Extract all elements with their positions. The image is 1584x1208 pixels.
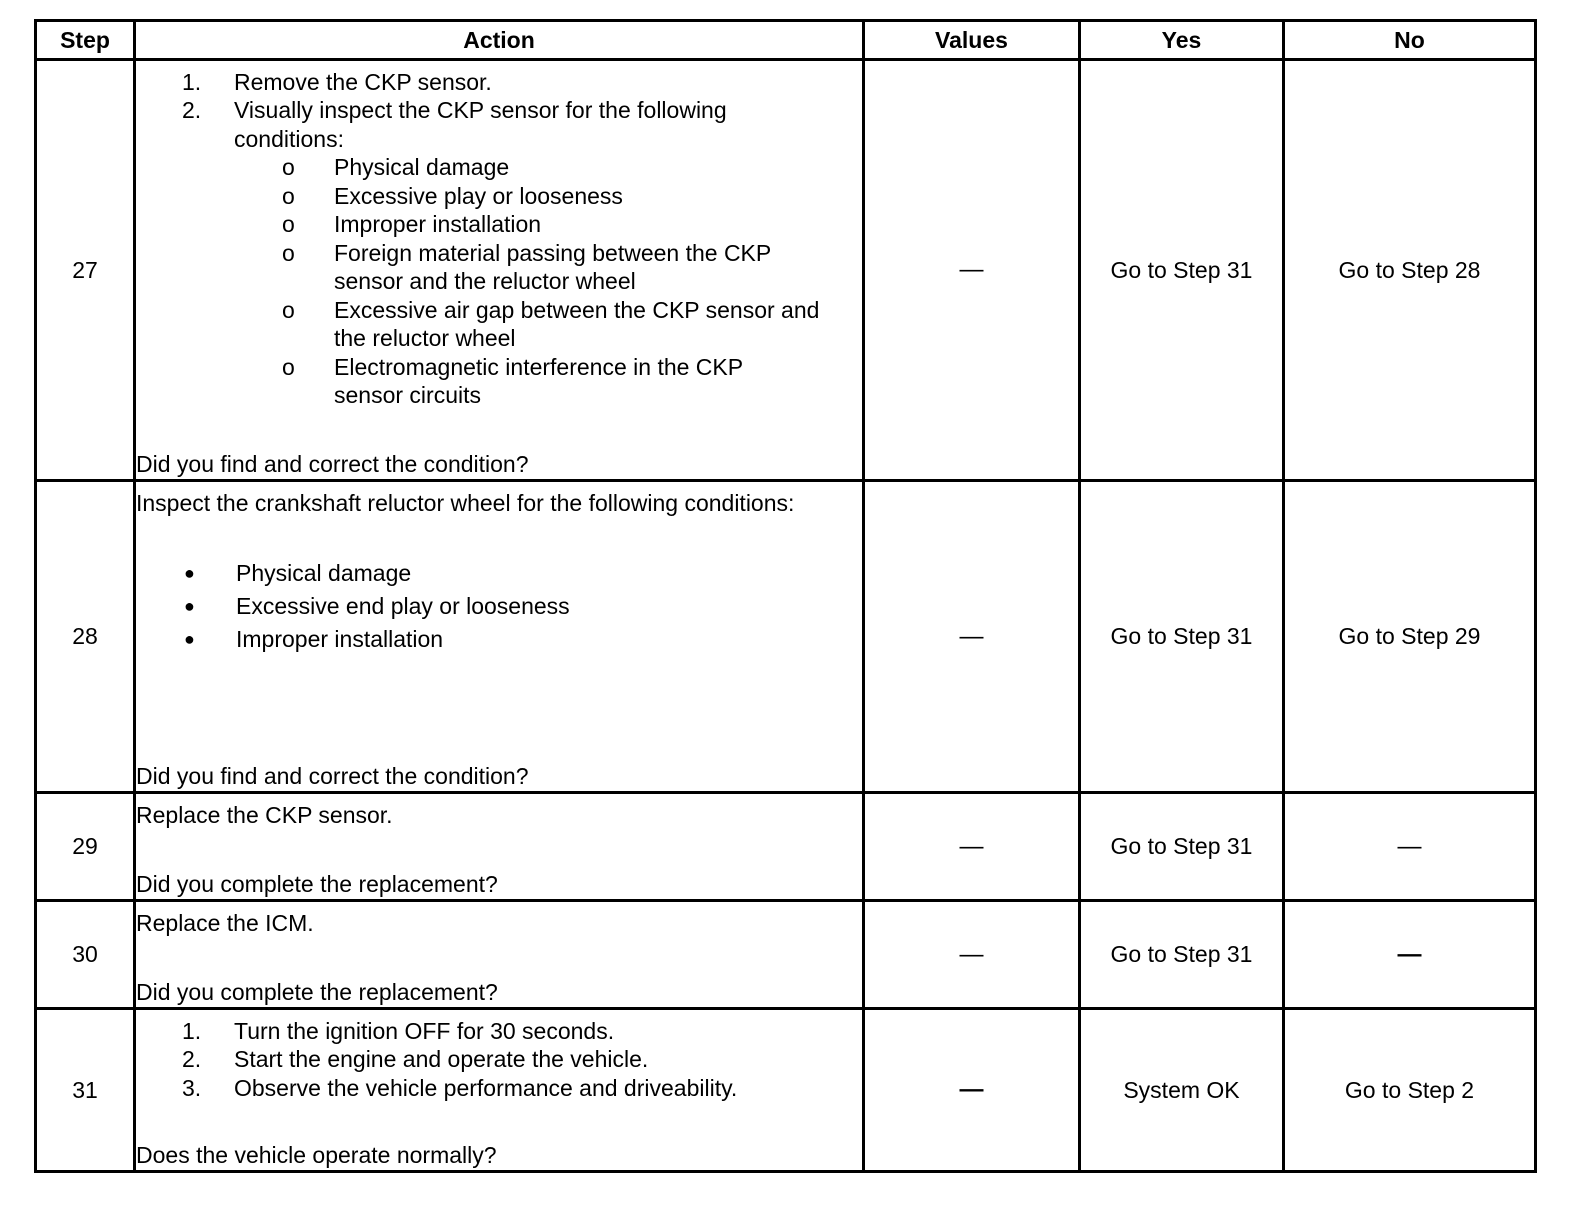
action-cell	[135, 60, 864, 481]
action-cell	[135, 793, 864, 901]
yes-cell: Go to Step 31	[1080, 793, 1284, 901]
header-values: Values	[864, 21, 1080, 60]
step-number: 27	[36, 60, 135, 481]
intro-text: Replace the ICM.	[136, 909, 314, 936]
header-step: Step	[36, 21, 135, 60]
table-row	[36, 901, 1536, 1009]
header-yes: Yes	[1080, 21, 1284, 60]
step-number: 29	[36, 793, 135, 901]
list-item: 1. Turn the ignition OFF for 30 seconds.	[182, 1017, 615, 1044]
header-action: Action	[135, 21, 864, 60]
no-cell: —	[1284, 793, 1536, 901]
header-no: No	[1284, 21, 1536, 60]
no-cell: Go to Step 29	[1284, 481, 1536, 793]
question-text: Did you complete the replacement?	[136, 978, 498, 1005]
list-item: o Excessive play or looseness	[282, 182, 623, 209]
action-cell	[135, 481, 864, 793]
step-number: 28	[36, 481, 135, 793]
table-row	[36, 1009, 1536, 1172]
yes-cell: System OK	[1080, 1009, 1284, 1172]
step-number: 31	[36, 1009, 135, 1172]
step-number: 30	[36, 901, 135, 1009]
question-text: Did you find and correct the condition?	[136, 450, 529, 477]
yes-cell: Go to Step 31	[1080, 901, 1284, 1009]
action-cell	[135, 901, 864, 1009]
yes-cell: Go to Step 31	[1080, 60, 1284, 481]
value-cell: —	[864, 793, 1080, 901]
list-item: o Excessive air gap between the CKP sensor and the reluctor wheel	[282, 296, 820, 351]
no-cell: Go to Step 2	[1284, 1009, 1536, 1172]
header-row	[36, 21, 1536, 60]
list-item: o Physical damage	[282, 154, 510, 180]
value-cell: —	[864, 481, 1080, 793]
question-text: Did you complete the replacement?	[136, 870, 498, 897]
list-item: ● Physical damage	[184, 560, 412, 586]
list-item: o Improper installation	[282, 211, 542, 237]
table-row	[36, 481, 1536, 793]
list-item: 3. Observe the vehicle performance and driveability.	[182, 1074, 738, 1101]
list-item: ● Improper installation	[184, 626, 444, 652]
question-text: Does the vehicle operate normally?	[136, 1141, 497, 1168]
value-cell: —	[864, 1009, 1080, 1172]
list-item: ● Excessive end play or looseness	[184, 593, 570, 619]
list-item: o Electromagnetic interference in the CKP sensor circuits	[282, 353, 743, 408]
list-item: o Foreign material passing between the CKP sensor and the reluctor wheel	[282, 239, 771, 294]
intro-text: Inspect the crankshaft reluctor wheel for the following conditions:	[136, 489, 795, 516]
table-row	[36, 793, 1536, 901]
action-cell	[135, 1009, 864, 1172]
intro-text: Replace the CKP sensor.	[136, 801, 393, 828]
list-item: 2. Start the engine and operate the vehicle.	[182, 1046, 649, 1072]
question-text: Did you find and correct the condition?	[136, 762, 529, 789]
list-item: 1. Remove the CKP sensor.	[182, 68, 492, 95]
list-item: 2. Visually inspect the CKP sensor for the following conditions:	[182, 97, 727, 152]
no-cell: Go to Step 28	[1284, 60, 1536, 481]
diagnostic-table	[34, 19, 1537, 1173]
table-row	[36, 60, 1536, 481]
value-cell: —	[864, 901, 1080, 1009]
value-cell: —	[864, 60, 1080, 481]
yes-cell: Go to Step 31	[1080, 481, 1284, 793]
no-cell: —	[1284, 901, 1536, 1009]
